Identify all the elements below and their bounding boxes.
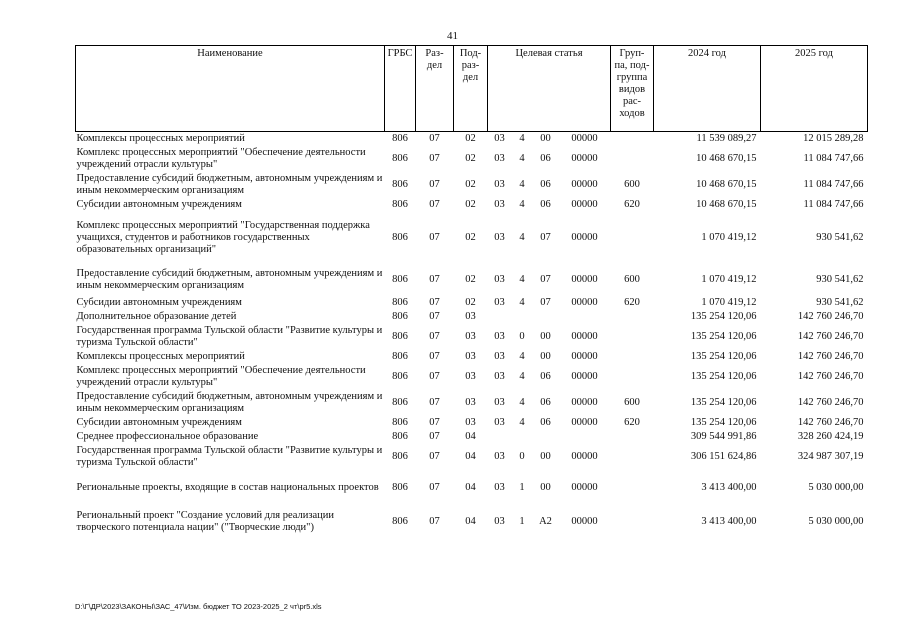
row-razdel: 07: [429, 416, 440, 428]
row-razdel: 07: [429, 296, 440, 308]
row-target-program: 03: [494, 330, 505, 342]
row-podrazdel: 02: [465, 152, 476, 164]
row-target-type: 4: [519, 198, 525, 210]
row-target-subprogram: 07: [540, 296, 551, 308]
row-target-subprogram: 00: [540, 481, 551, 493]
row-target-type: 0: [519, 450, 525, 462]
row-target-direction: 00000: [571, 350, 598, 362]
row-razdel: 07: [429, 152, 440, 164]
row-expense-type: [611, 506, 654, 538]
row-podrazdel: 02: [465, 296, 476, 308]
table-row: [76, 296, 868, 310]
row-target-type: 0: [519, 330, 525, 342]
row-target-subprogram: 00: [540, 132, 551, 144]
row-target-program: 03: [494, 231, 505, 243]
row-razdel: 07: [429, 132, 440, 144]
row-grbs: 806: [392, 231, 408, 243]
row-target-program: 03: [494, 416, 505, 428]
row-razdel: 07: [429, 481, 440, 493]
row-grbs: 806: [392, 198, 408, 210]
row-expense-type: 600: [624, 396, 640, 408]
row-target-subprogram: 00: [540, 330, 551, 342]
row-target-direction: 00000: [571, 296, 598, 308]
row-name: Субсидии автономным учреждениям: [76, 296, 242, 308]
row-amount-2025: 930 541,62: [816, 296, 864, 308]
row-target-subprogram: 06: [540, 370, 551, 382]
row-razdel: 07: [429, 330, 440, 342]
row-amount-2024: 1 070 419,12: [701, 231, 757, 243]
row-podrazdel: 03: [465, 350, 476, 362]
row-amount-2025: 142 760 246,70: [797, 416, 864, 428]
row-name: Комплексы процессных мероприятий: [76, 350, 245, 362]
row-target-type: [512, 310, 533, 324]
table-row: [76, 212, 868, 264]
row-target-program: 03: [494, 350, 505, 362]
header-grbs: ГРБС: [385, 46, 416, 132]
row-razdel: 07: [429, 231, 440, 243]
row-target-subprogram: 07: [540, 231, 551, 243]
table-row: [76, 364, 868, 390]
row-name: Субсидии автономным учреждениям: [76, 416, 242, 428]
row-amount-2025: 930 541,62: [816, 273, 864, 285]
row-target-direction: 00000: [571, 481, 598, 493]
table-row: [76, 416, 868, 430]
header-expense-group: Груп- па, под- группа видов рас- ходов: [611, 46, 654, 132]
row-target-subprogram: 07: [540, 273, 551, 285]
row-podrazdel: 02: [465, 132, 476, 144]
row-expense-type: [611, 444, 654, 470]
row-target-direction: [559, 430, 611, 444]
row-target-subprogram: [533, 430, 559, 444]
table-row: [76, 350, 868, 364]
row-amount-2024: 135 254 120,06: [690, 416, 757, 428]
row-amount-2024: 10 468 670,15: [696, 152, 757, 164]
row-target-direction: 00000: [571, 132, 598, 144]
row-expense-type: [611, 212, 654, 264]
row-target-direction: 00000: [571, 330, 598, 342]
row-name: Государственная программа Тульской области "Развитие культуры и туризма Тульской области": [76, 444, 383, 468]
footer-file-path: D:\Г\ДР\2023\ЗАКОНЫ\ЗАС_47\Изм. бюджет ТО 2023-2025_2 чт\pr5.xls: [75, 602, 322, 611]
table-row: [76, 390, 868, 416]
row-target-subprogram: [533, 310, 559, 324]
row-target-subprogram: 06: [540, 396, 551, 408]
row-grbs: 806: [392, 350, 408, 362]
row-podrazdel: 04: [465, 481, 476, 493]
table-row: [76, 470, 868, 506]
row-target-program: 03: [494, 450, 505, 462]
row-target-direction: 00000: [571, 396, 598, 408]
row-amount-2024: 135 254 120,06: [690, 310, 757, 322]
row-target-program: 03: [494, 481, 505, 493]
row-expense-type: 620: [624, 198, 640, 210]
row-razdel: 07: [429, 350, 440, 362]
row-amount-2025: 142 760 246,70: [797, 350, 864, 362]
header-name: Наименование: [76, 46, 385, 132]
row-razdel: 07: [429, 273, 440, 285]
row-amount-2024: 10 468 670,15: [696, 198, 757, 210]
row-amount-2025: 5 030 000,00: [808, 481, 864, 493]
row-amount-2025: 142 760 246,70: [797, 396, 864, 408]
row-target-program: 03: [494, 178, 505, 190]
row-target-direction: [559, 310, 611, 324]
row-target-direction: 00000: [571, 231, 598, 243]
row-grbs: 806: [392, 416, 408, 428]
row-amount-2024: 10 468 670,15: [696, 178, 757, 190]
row-name: Дополнительное образование детей: [76, 310, 237, 322]
row-target-direction: 00000: [571, 273, 598, 285]
row-podrazdel: 04: [465, 515, 476, 527]
row-grbs: 806: [392, 515, 408, 527]
row-name: Региональные проекты, входящие в состав национальных проектов: [76, 481, 379, 493]
row-target-direction: 00000: [571, 370, 598, 382]
row-target-type: [512, 430, 533, 444]
row-name: Комплекс процессных мероприятий "Обеспечение деятельности учреждений отрасли культуры": [76, 146, 366, 170]
row-target-type: 4: [519, 296, 525, 308]
table-row: [76, 310, 868, 324]
table-row: [76, 132, 868, 146]
row-expense-type: 620: [624, 296, 640, 308]
row-name: Среднее профессиональное образование: [76, 430, 259, 442]
row-amount-2024: 135 254 120,06: [690, 330, 757, 342]
row-razdel: 07: [429, 310, 440, 322]
row-expense-type: 600: [624, 178, 640, 190]
row-target-program: 03: [494, 370, 505, 382]
row-podrazdel: 03: [465, 310, 476, 322]
row-amount-2025: 930 541,62: [816, 231, 864, 243]
row-target-type: 1: [519, 515, 525, 527]
row-expense-type: [611, 310, 654, 324]
row-target-subprogram: 00: [540, 350, 551, 362]
row-amount-2025: 142 760 246,70: [797, 310, 864, 322]
row-podrazdel: 03: [465, 396, 476, 408]
row-podrazdel: 02: [465, 273, 476, 285]
row-amount-2025: 142 760 246,70: [797, 370, 864, 382]
row-expense-type: 600: [624, 273, 640, 285]
header-razdel: Раз- дел: [416, 46, 454, 132]
row-podrazdel: 02: [465, 198, 476, 210]
page-number: 41: [447, 30, 458, 42]
row-grbs: 806: [392, 132, 408, 144]
row-target-direction: 00000: [571, 450, 598, 462]
row-razdel: 07: [429, 198, 440, 210]
row-name: Комплексы процессных мероприятий: [76, 132, 245, 144]
table-row: [76, 264, 868, 296]
row-amount-2025: 328 260 424,19: [797, 430, 864, 442]
row-target-type: 4: [519, 132, 525, 144]
row-target-direction: 00000: [571, 416, 598, 428]
row-podrazdel: 03: [465, 370, 476, 382]
row-name: Предоставление субсидий бюджетным, автономным учреждениям и иным некоммерческим организациям: [76, 172, 383, 196]
row-target-type: 4: [519, 416, 525, 428]
row-name: Субсидии автономным учреждениям: [76, 198, 242, 210]
row-amount-2025: 5 030 000,00: [808, 515, 864, 527]
row-podrazdel: 04: [465, 450, 476, 462]
row-grbs: 806: [392, 450, 408, 462]
header-2024: 2024 год: [654, 46, 761, 132]
row-razdel: 07: [429, 178, 440, 190]
row-name: Комплекс процессных мероприятий "Обеспечение деятельности учреждений отрасли культуры": [76, 364, 366, 388]
row-expense-type: [611, 324, 654, 350]
row-podrazdel: 03: [465, 416, 476, 428]
row-target-subprogram: А2: [539, 515, 552, 527]
row-target-program: 03: [494, 273, 505, 285]
row-amount-2024: 11 539 089,27: [696, 132, 757, 144]
row-podrazdel: 02: [465, 178, 476, 190]
row-amount-2024: 306 151 624,86: [690, 450, 757, 462]
row-target-program: 03: [494, 296, 505, 308]
row-target-subprogram: 06: [540, 178, 551, 190]
row-target-type: 1: [519, 481, 525, 493]
header-target-article: Целевая статья: [488, 46, 611, 132]
row-name: Предоставление субсидий бюджетным, автономным учреждениям и иным некоммерческим организациям: [76, 267, 383, 291]
row-expense-type: [611, 132, 654, 146]
table-row: [76, 430, 868, 444]
row-target-type: 4: [519, 231, 525, 243]
row-amount-2024: 3 413 400,00: [701, 515, 757, 527]
table-row: [76, 146, 868, 172]
row-target-type: 4: [519, 370, 525, 382]
table-row: [76, 324, 868, 350]
header-podrazdel: Под- раз- дел: [454, 46, 488, 132]
row-razdel: 07: [429, 396, 440, 408]
row-amount-2025: 11 084 747,66: [803, 152, 864, 164]
row-grbs: 806: [392, 396, 408, 408]
row-razdel: 07: [429, 450, 440, 462]
row-grbs: 806: [392, 178, 408, 190]
row-expense-type: [611, 430, 654, 444]
row-target-type: 4: [519, 273, 525, 285]
row-razdel: 07: [429, 430, 440, 442]
row-amount-2024: 1 070 419,12: [701, 273, 757, 285]
row-target-program: 03: [494, 198, 505, 210]
row-expense-type: [611, 470, 654, 506]
budget-table: [75, 45, 868, 538]
row-amount-2025: 11 084 747,66: [803, 198, 864, 210]
row-podrazdel: 04: [465, 430, 476, 442]
row-name: Предоставление субсидий бюджетным, автономным учреждениям и иным некоммерческим организациям: [76, 390, 383, 414]
row-target-type: 4: [519, 152, 525, 164]
row-target-type: 4: [519, 178, 525, 190]
row-razdel: 07: [429, 370, 440, 382]
table-body: [76, 132, 868, 538]
row-amount-2025: 12 015 289,28: [803, 132, 864, 144]
row-grbs: 806: [392, 370, 408, 382]
row-target-subprogram: 00: [540, 450, 551, 462]
row-amount-2025: 324 987 307,19: [797, 450, 864, 462]
row-target-subprogram: 06: [540, 416, 551, 428]
table-row: [76, 198, 868, 212]
row-target-program: 03: [494, 396, 505, 408]
row-target-type: 4: [519, 396, 525, 408]
row-expense-type: [611, 146, 654, 172]
row-amount-2024: 135 254 120,06: [690, 350, 757, 362]
row-expense-type: [611, 350, 654, 364]
row-amount-2024: 309 544 991,86: [690, 430, 757, 442]
row-podrazdel: 02: [465, 231, 476, 243]
row-target-program: 03: [494, 515, 505, 527]
row-expense-type: [611, 364, 654, 390]
row-target-program: 03: [494, 132, 505, 144]
row-amount-2024: 135 254 120,06: [690, 396, 757, 408]
row-grbs: 806: [392, 430, 408, 442]
row-grbs: 806: [392, 481, 408, 493]
row-grbs: 806: [392, 152, 408, 164]
row-amount-2024: 1 070 419,12: [701, 296, 757, 308]
row-grbs: 806: [392, 273, 408, 285]
row-target-program: [488, 430, 512, 444]
row-target-direction: 00000: [571, 198, 598, 210]
row-amount-2025: 11 084 747,66: [803, 178, 864, 190]
row-expense-type: 620: [624, 416, 640, 428]
row-podrazdel: 03: [465, 330, 476, 342]
table-header-row: [76, 46, 868, 132]
table-row: [76, 506, 868, 538]
row-amount-2025: 142 760 246,70: [797, 330, 864, 342]
row-target-type: 4: [519, 350, 525, 362]
row-name: Государственная программа Тульской области "Развитие культуры и туризма Тульской области": [76, 324, 383, 348]
row-target-subprogram: 06: [540, 198, 551, 210]
row-name: Региональный проект "Создание условий для реализации творческого потенциала нации" ("Творческие люди"): [76, 509, 335, 533]
header-2025: 2025 год: [761, 46, 868, 132]
row-target-direction: 00000: [571, 152, 598, 164]
row-target-program: 03: [494, 152, 505, 164]
row-grbs: 806: [392, 296, 408, 308]
row-razdel: 07: [429, 515, 440, 527]
row-amount-2024: 3 413 400,00: [701, 481, 757, 493]
row-target-direction: 00000: [571, 515, 598, 527]
row-target-direction: 00000: [571, 178, 598, 190]
row-grbs: 806: [392, 330, 408, 342]
row-target-subprogram: 06: [540, 152, 551, 164]
row-amount-2024: 135 254 120,06: [690, 370, 757, 382]
table-row: [76, 172, 868, 198]
table-row: [76, 444, 868, 470]
row-target-program: [488, 310, 512, 324]
row-grbs: 806: [392, 310, 408, 322]
row-name: Комплекс процессных мероприятий "Государственная поддержка учащихся, студентов и работников государственных образовательных организаций": [76, 219, 370, 255]
